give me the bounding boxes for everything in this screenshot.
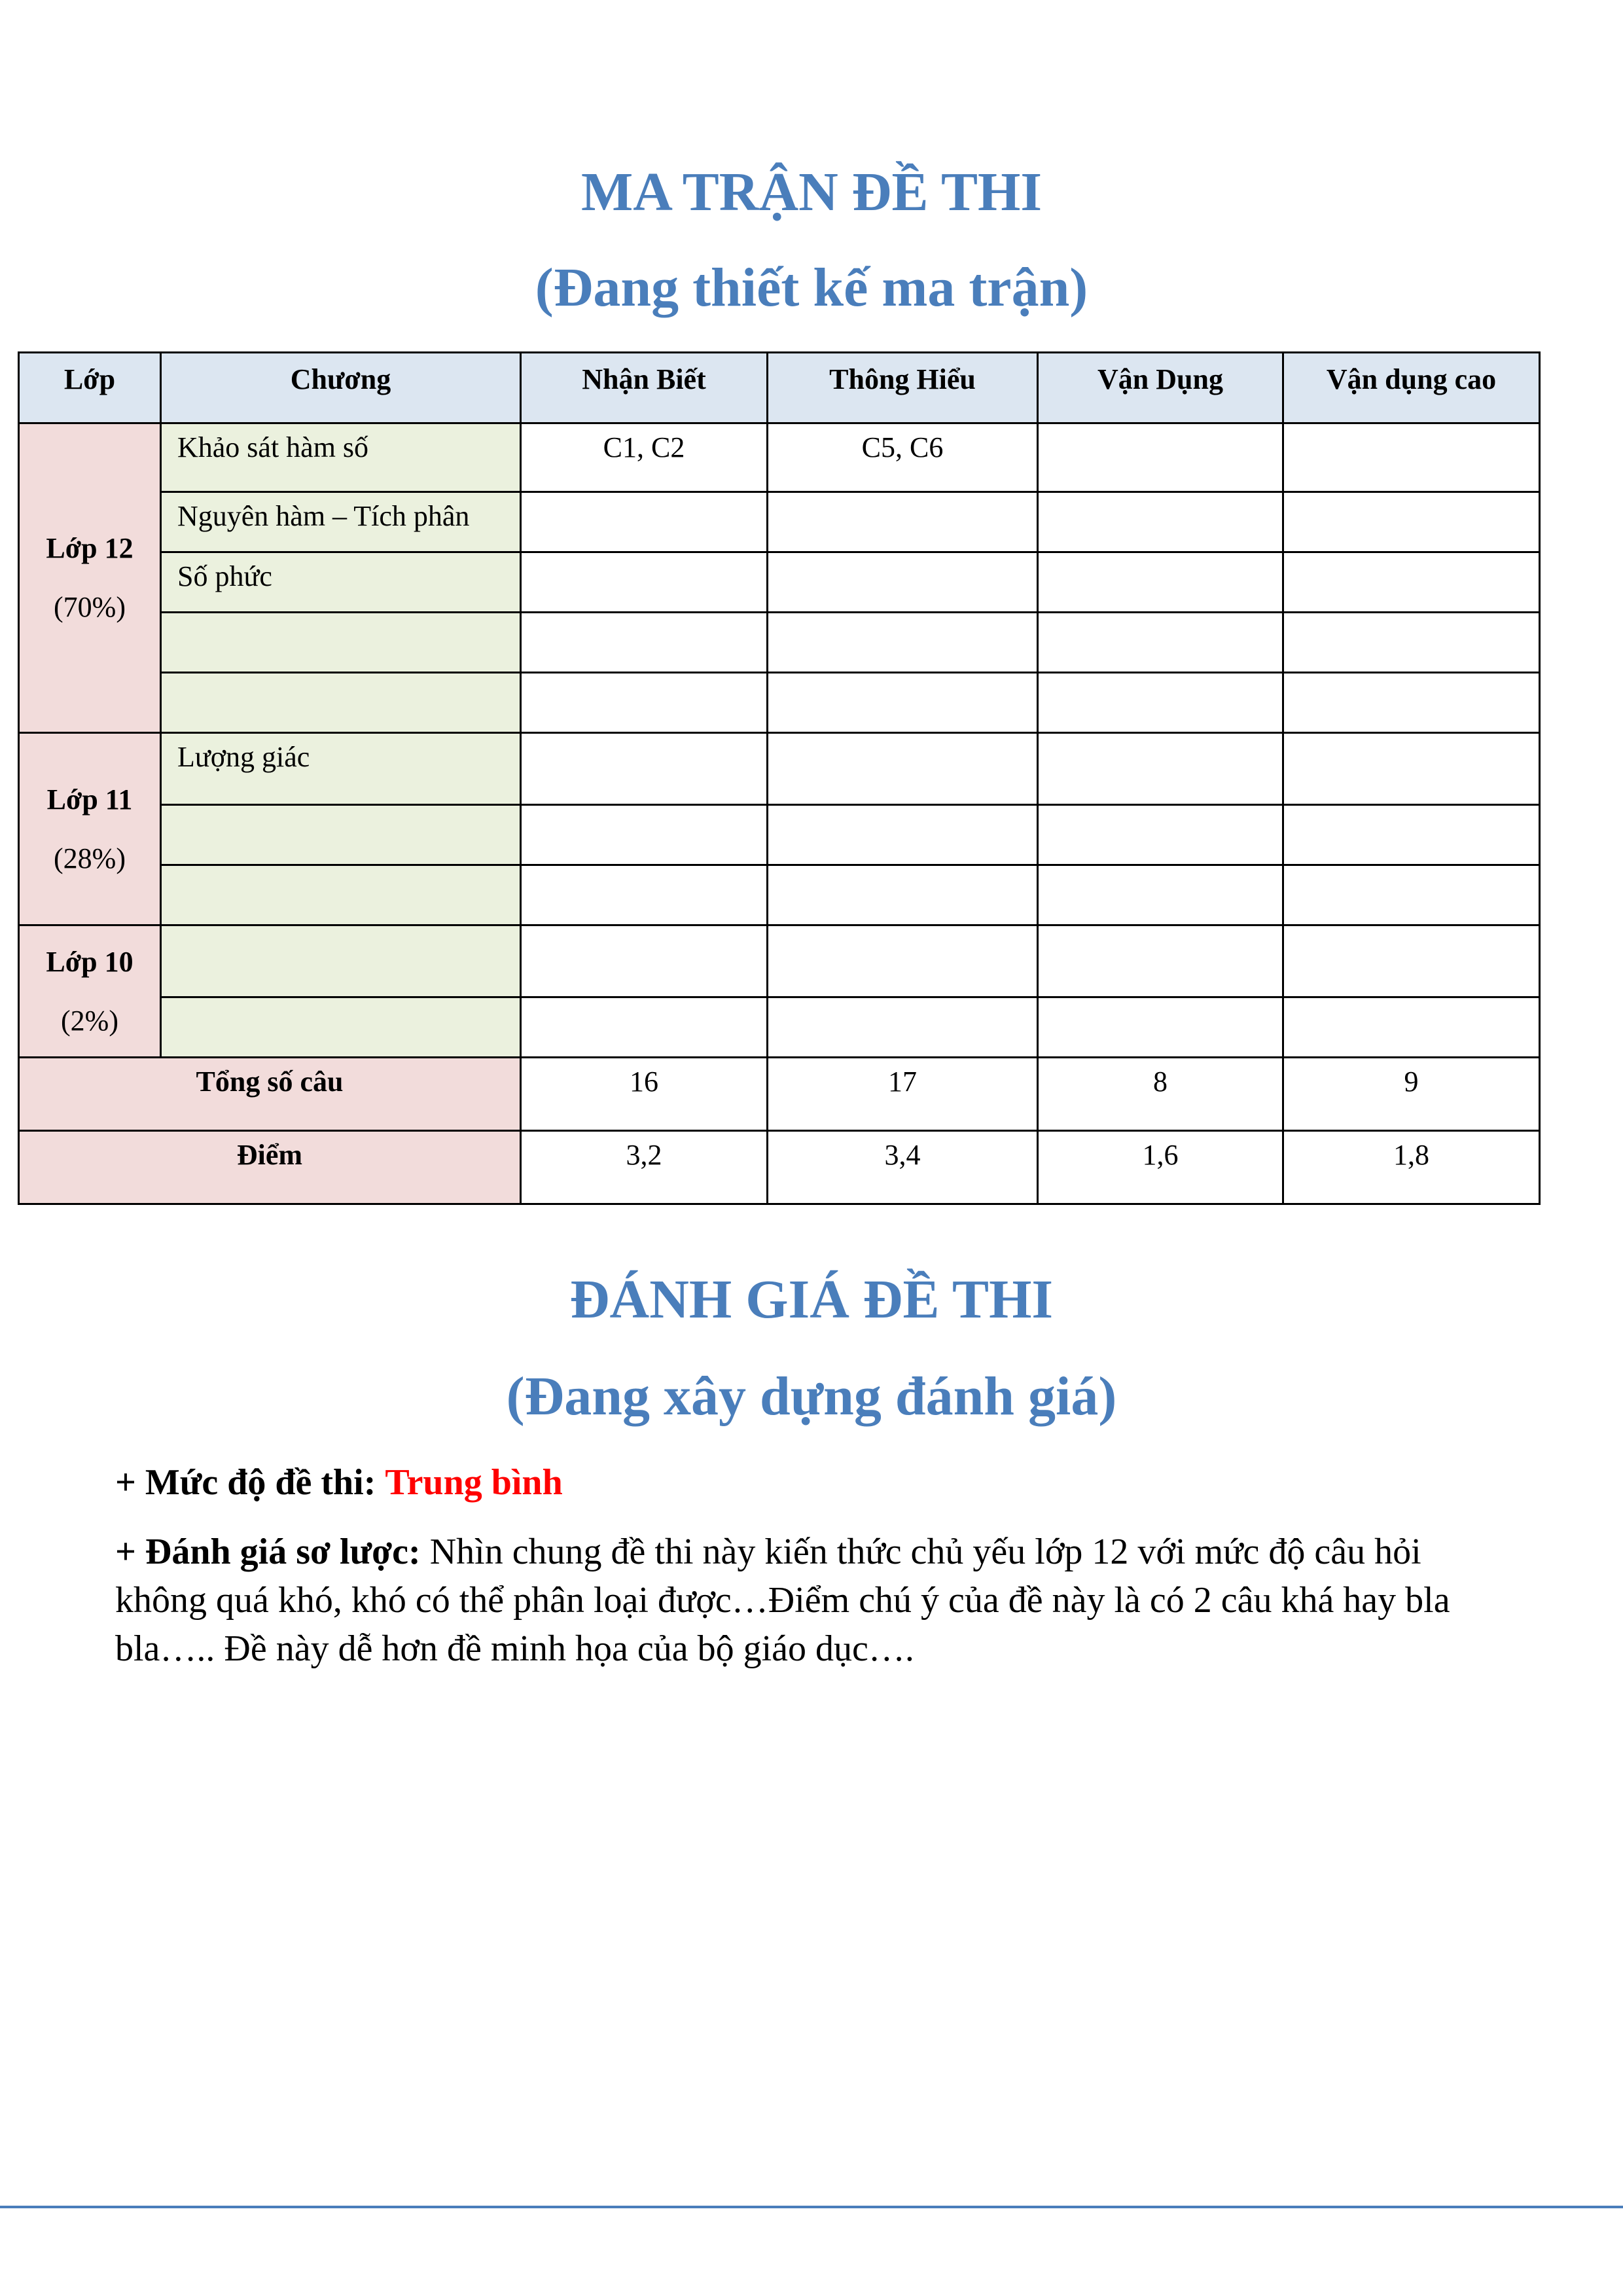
matrix-cell (1038, 865, 1283, 925)
total-cell: 17 (768, 1058, 1038, 1131)
table-row (19, 613, 1540, 673)
matrix-cell (768, 805, 1038, 865)
matrix-cell (768, 733, 1038, 805)
matrix-cell (768, 673, 1038, 733)
matrix-cell (768, 865, 1038, 925)
difficulty-label: + Mức độ đề thi: (115, 1462, 376, 1503)
table-row (19, 925, 1540, 997)
matrix-cell (1283, 673, 1540, 733)
score-cell: 3,2 (521, 1131, 768, 1204)
matrix-cell (768, 997, 1038, 1058)
matrix-cell (521, 925, 768, 997)
table-row (19, 552, 1540, 613)
matrix-cell (1283, 733, 1540, 805)
summary-label: + Đánh giá sơ lược: (115, 1532, 421, 1572)
matrix-cell: C1, C2 (521, 423, 768, 492)
difficulty-value: Trung bình (385, 1462, 563, 1503)
matrix-cell (1038, 552, 1283, 613)
matrix-cell (521, 613, 768, 673)
chapter-cell: Số phức (161, 552, 521, 613)
matrix-cell (521, 673, 768, 733)
grade-name: Lớp 11 (46, 783, 133, 816)
header-cell: Lớp (19, 353, 161, 423)
matrix-cell (1283, 492, 1540, 552)
score-cell: 1,8 (1283, 1131, 1540, 1204)
grade-name: Lớp 10 (46, 945, 134, 978)
chapter-cell: Lượng giác (161, 733, 521, 805)
exam-matrix-table (18, 351, 1541, 1205)
chapter-cell (161, 613, 521, 673)
header-cell: Nhận Biết (521, 353, 768, 423)
matrix-subtitle: (Đang thiết kế ma trận) (535, 257, 1088, 318)
grade-cell (19, 733, 161, 925)
matrix-cell (521, 492, 768, 552)
review-subtitle: (Đang xây dựng đánh giá) (506, 1366, 1117, 1427)
summary-paragraph (115, 1528, 1509, 1673)
chapter-cell (161, 805, 521, 865)
table-row (19, 492, 1540, 552)
grade-percent: (2%) (61, 1004, 118, 1037)
matrix-cell (1283, 613, 1540, 673)
chapter-cell (161, 673, 521, 733)
total-cell: 9 (1283, 1058, 1540, 1131)
chapter-cell (161, 997, 521, 1058)
matrix-cell (521, 997, 768, 1058)
score-cell: 1,6 (1038, 1131, 1283, 1204)
matrix-cell (1283, 997, 1540, 1058)
total-label: Tổng số câu (19, 1058, 521, 1131)
table-row (19, 805, 1540, 865)
matrix-cell (1038, 673, 1283, 733)
table-header-row (19, 353, 1540, 423)
matrix-cell (768, 552, 1038, 613)
matrix-cell (1038, 805, 1283, 865)
matrix-cell (1038, 925, 1283, 997)
chapter-cell: Nguyên hàm – Tích phân (161, 492, 521, 552)
difficulty-line (115, 1458, 1509, 1507)
matrix-cell (1283, 865, 1540, 925)
matrix-cell (1283, 423, 1540, 492)
grade-percent: (70%) (54, 591, 126, 623)
matrix-cell (768, 925, 1038, 997)
matrix-title: MA TRẬN ĐỀ THI (580, 162, 1043, 223)
review-title: ĐÁNH GIÁ ĐỀ THI (569, 1269, 1054, 1330)
header-cell: Vận Dụng (1038, 353, 1283, 423)
header-cell: Thông Hiểu (768, 353, 1038, 423)
matrix-cell (521, 805, 768, 865)
total-cell: 8 (1038, 1058, 1283, 1131)
score-cell: 3,4 (768, 1131, 1038, 1204)
matrix-cell (1038, 997, 1283, 1058)
grade-cell (19, 423, 161, 733)
table-row (19, 423, 1540, 492)
matrix-cell (1283, 552, 1540, 613)
grade-percent: (28%) (54, 842, 126, 874)
matrix-cell (521, 733, 768, 805)
table-row (19, 865, 1540, 925)
chapter-cell: Khảo sát hàm số (161, 423, 521, 492)
total-row (19, 1058, 1540, 1131)
matrix-cell (768, 492, 1038, 552)
matrix-cell (521, 865, 768, 925)
table-row (19, 733, 1540, 805)
header-cell: Chương (161, 353, 521, 423)
matrix-cell (521, 552, 768, 613)
chapter-cell (161, 925, 521, 997)
score-label: Điểm (19, 1131, 521, 1204)
matrix-cell (1038, 423, 1283, 492)
matrix-cell: C5, C6 (768, 423, 1038, 492)
grade-name: Lớp 12 (46, 532, 134, 564)
header-cell: Vận dụng cao (1283, 353, 1540, 423)
grade-cell (19, 925, 161, 1058)
matrix-cell (1038, 613, 1283, 673)
summary-text: Nhìn chung đề thi này kiến thức chủ yếu lớp 12 với mức độ câu hỏi không quá khó, khó có thể phân loại được…Điểm chú ý của đề này là có 2 câu khá hay bla bla….. Đề này dễ hơn đề minh họa của bộ giáo dục…. (115, 1532, 1450, 1669)
matrix-cell (768, 613, 1038, 673)
matrix-cell (1038, 492, 1283, 552)
table-row (19, 997, 1540, 1058)
chapter-cell (161, 865, 521, 925)
score-row (19, 1131, 1540, 1204)
table-row (19, 673, 1540, 733)
total-cell: 16 (521, 1058, 768, 1131)
matrix-cell (1038, 733, 1283, 805)
footer-divider (0, 2206, 1623, 2208)
matrix-cell (1283, 805, 1540, 865)
matrix-cell (1283, 925, 1540, 997)
